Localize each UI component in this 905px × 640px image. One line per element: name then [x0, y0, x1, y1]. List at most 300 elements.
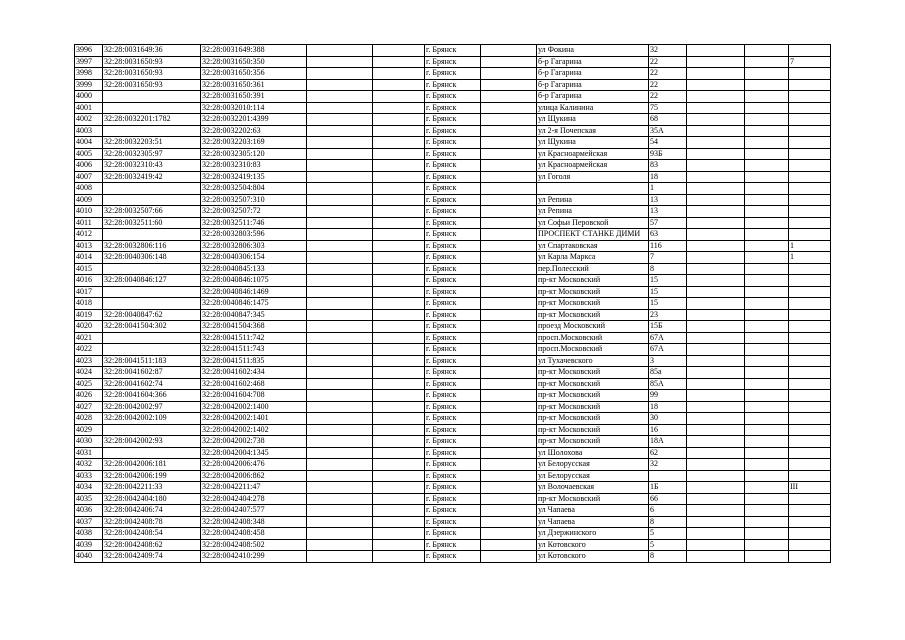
empty-cell-d — [745, 125, 789, 137]
empty-cell-b — [373, 275, 425, 287]
table-row — [75, 286, 831, 298]
empty-cell-b — [373, 309, 425, 321]
building-cadastral-number: 32:28:0041511:743 — [201, 344, 307, 356]
row-number: 4032 — [75, 459, 103, 471]
empty-cell-d — [745, 321, 789, 333]
empty-cell-b — [373, 206, 425, 218]
parcel-cadastral-number — [103, 447, 201, 459]
empty-cell-d — [745, 493, 789, 505]
building-cadastral-number: 32:28:0032010:114 — [201, 102, 307, 114]
empty-cell-spacer — [481, 275, 537, 287]
empty-cell-spacer — [481, 171, 537, 183]
empty-cell-c — [687, 390, 745, 402]
row-number: 4025 — [75, 378, 103, 390]
empty-cell-a — [307, 516, 373, 528]
city-cell: г. Брянск — [425, 493, 481, 505]
empty-cell-spacer — [481, 367, 537, 379]
empty-cell-d — [745, 378, 789, 390]
parcel-cadastral-number: 32:28:0042002:97 — [103, 401, 201, 413]
empty-cell-spacer — [481, 344, 537, 356]
empty-cell-c — [687, 137, 745, 149]
empty-cell-c — [687, 401, 745, 413]
parcel-cadastral-number: 32:28:0042211:33 — [103, 482, 201, 494]
table-row — [75, 263, 831, 275]
row-number: 4022 — [75, 344, 103, 356]
empty-cell-spacer — [481, 68, 537, 80]
parcel-cadastral-number: 32:28:0042002:109 — [103, 413, 201, 425]
empty-cell-b — [373, 355, 425, 367]
empty-cell-spacer — [481, 240, 537, 252]
city-cell: г. Брянск — [425, 217, 481, 229]
table-row — [75, 309, 831, 321]
address-registry-table — [74, 44, 831, 563]
extra-cell — [789, 332, 831, 344]
building-cadastral-number: 32:28:0032202:63 — [201, 125, 307, 137]
empty-cell-spacer — [481, 137, 537, 149]
parcel-cadastral-number: 32:28:0040846:127 — [103, 275, 201, 287]
empty-cell-c — [687, 102, 745, 114]
building-cadastral-number: 32:28:0042006:862 — [201, 470, 307, 482]
empty-cell-c — [687, 171, 745, 183]
table-row — [75, 505, 831, 517]
empty-cell-a — [307, 367, 373, 379]
row-number: 4034 — [75, 482, 103, 494]
extra-cell — [789, 516, 831, 528]
building-cadastral-number: 32:28:0042408:348 — [201, 516, 307, 528]
table-row — [75, 447, 831, 459]
empty-cell-b — [373, 470, 425, 482]
empty-cell-b — [373, 286, 425, 298]
parcel-cadastral-number: 32:28:0032419:42 — [103, 171, 201, 183]
house-number-cell: 13 — [649, 194, 687, 206]
empty-cell-d — [745, 355, 789, 367]
empty-cell-b — [373, 68, 425, 80]
street-cell: ул Щукина — [537, 137, 649, 149]
street-cell: ул Шолохова — [537, 447, 649, 459]
extra-cell — [789, 378, 831, 390]
parcel-cadastral-number: 32:28:0032310:43 — [103, 160, 201, 172]
table-row — [75, 68, 831, 80]
parcel-cadastral-number — [103, 125, 201, 137]
parcel-cadastral-number: 32:28:0040306:148 — [103, 252, 201, 264]
empty-cell-c — [687, 424, 745, 436]
building-cadastral-number: 32:28:0032504:804 — [201, 183, 307, 195]
empty-cell-spacer — [481, 332, 537, 344]
table-row — [75, 482, 831, 494]
empty-cell-a — [307, 344, 373, 356]
row-number: 4038 — [75, 528, 103, 540]
empty-cell-d — [745, 45, 789, 57]
house-number-cell: 83 — [649, 160, 687, 172]
building-cadastral-number: 32:28:0031650:350 — [201, 56, 307, 68]
table-row — [75, 252, 831, 264]
empty-cell-c — [687, 378, 745, 390]
empty-cell-a — [307, 551, 373, 563]
empty-cell-b — [373, 160, 425, 172]
empty-cell-d — [745, 148, 789, 160]
street-cell: ул Репина — [537, 206, 649, 218]
street-cell: б-р Гагарина — [537, 68, 649, 80]
empty-cell-spacer — [481, 286, 537, 298]
row-number: 4027 — [75, 401, 103, 413]
extra-cell — [789, 401, 831, 413]
house-number-cell: 93Б — [649, 148, 687, 160]
extra-cell — [789, 125, 831, 137]
building-cadastral-number: 32:28:0042002:1402 — [201, 424, 307, 436]
row-number: 4013 — [75, 240, 103, 252]
empty-cell-c — [687, 286, 745, 298]
row-number: 4037 — [75, 516, 103, 528]
city-cell: г. Брянск — [425, 459, 481, 471]
empty-cell-b — [373, 390, 425, 402]
row-number: 4015 — [75, 263, 103, 275]
empty-cell-a — [307, 505, 373, 517]
row-number: 4001 — [75, 102, 103, 114]
building-cadastral-number: 32:28:0032201:4399 — [201, 114, 307, 126]
empty-cell-b — [373, 102, 425, 114]
empty-cell-a — [307, 125, 373, 137]
empty-cell-c — [687, 125, 745, 137]
parcel-cadastral-number: 32:28:0031650:93 — [103, 68, 201, 80]
parcel-cadastral-number — [103, 91, 201, 103]
empty-cell-d — [745, 286, 789, 298]
table-row — [75, 516, 831, 528]
street-cell: ул Карла Маркса — [537, 252, 649, 264]
building-cadastral-number: 32:28:0042404:278 — [201, 493, 307, 505]
city-cell: г. Брянск — [425, 528, 481, 540]
house-number-cell: 8 — [649, 516, 687, 528]
empty-cell-b — [373, 171, 425, 183]
empty-cell-spacer — [481, 470, 537, 482]
parcel-cadastral-number: 32:28:0041604:366 — [103, 390, 201, 402]
extra-cell — [789, 505, 831, 517]
city-cell: г. Брянск — [425, 125, 481, 137]
house-number-cell: 22 — [649, 56, 687, 68]
house-number-cell: 3 — [649, 355, 687, 367]
parcel-cadastral-number: 32:28:0042409:74 — [103, 551, 201, 563]
parcel-cadastral-number: 32:28:0042406:74 — [103, 505, 201, 517]
parcel-cadastral-number: 32:28:0031649:36 — [103, 45, 201, 57]
house-number-cell: 67А — [649, 332, 687, 344]
street-cell: пр-кт Московский — [537, 390, 649, 402]
empty-cell-c — [687, 194, 745, 206]
table-row — [75, 424, 831, 436]
table-row — [75, 183, 831, 195]
empty-cell-d — [745, 275, 789, 287]
house-number-cell: 75 — [649, 102, 687, 114]
house-number-cell: 18 — [649, 401, 687, 413]
empty-cell-d — [745, 217, 789, 229]
empty-cell-a — [307, 424, 373, 436]
empty-cell-a — [307, 436, 373, 448]
empty-cell-d — [745, 470, 789, 482]
street-cell: пр-кт Московский — [537, 378, 649, 390]
empty-cell-b — [373, 401, 425, 413]
building-cadastral-number: 32:28:0032507:310 — [201, 194, 307, 206]
building-cadastral-number: 32:28:0032310:83 — [201, 160, 307, 172]
street-cell: ул Красноармейская — [537, 160, 649, 172]
empty-cell-spacer — [481, 309, 537, 321]
table-row — [75, 206, 831, 218]
extra-cell — [789, 286, 831, 298]
empty-cell-b — [373, 56, 425, 68]
empty-cell-b — [373, 194, 425, 206]
extra-cell — [789, 45, 831, 57]
empty-cell-d — [745, 56, 789, 68]
row-number: 3996 — [75, 45, 103, 57]
empty-cell-b — [373, 79, 425, 91]
street-cell: просп.Московский — [537, 332, 649, 344]
city-cell: г. Брянск — [425, 171, 481, 183]
row-number: 4010 — [75, 206, 103, 218]
parcel-cadastral-number: 32:28:0032203:51 — [103, 137, 201, 149]
table-row — [75, 390, 831, 402]
city-cell: г. Брянск — [425, 194, 481, 206]
empty-cell-c — [687, 470, 745, 482]
table-row — [75, 160, 831, 172]
empty-cell-c — [687, 309, 745, 321]
empty-cell-b — [373, 252, 425, 264]
empty-cell-a — [307, 459, 373, 471]
empty-cell-c — [687, 493, 745, 505]
row-number: 4026 — [75, 390, 103, 402]
empty-cell-a — [307, 401, 373, 413]
extra-cell: 1 — [789, 252, 831, 264]
parcel-cadastral-number: 32:28:0041511:183 — [103, 355, 201, 367]
row-number: 4016 — [75, 275, 103, 287]
parcel-cadastral-number: 32:28:0032806:116 — [103, 240, 201, 252]
empty-cell-b — [373, 344, 425, 356]
city-cell: г. Брянск — [425, 344, 481, 356]
table-row — [75, 275, 831, 287]
empty-cell-b — [373, 482, 425, 494]
city-cell: г. Брянск — [425, 286, 481, 298]
row-number: 4033 — [75, 470, 103, 482]
building-cadastral-number: 32:28:0032511:746 — [201, 217, 307, 229]
empty-cell-b — [373, 424, 425, 436]
empty-cell-spacer — [481, 413, 537, 425]
empty-cell-c — [687, 91, 745, 103]
row-number: 4024 — [75, 367, 103, 379]
house-number-cell: 85а — [649, 367, 687, 379]
table-row — [75, 229, 831, 241]
empty-cell-a — [307, 275, 373, 287]
empty-cell-spacer — [481, 447, 537, 459]
building-cadastral-number: 32:28:0040846:1469 — [201, 286, 307, 298]
parcel-cadastral-number — [103, 424, 201, 436]
city-cell: г. Брянск — [425, 539, 481, 551]
row-number: 4036 — [75, 505, 103, 517]
table-row — [75, 413, 831, 425]
house-number-cell: 1 — [649, 183, 687, 195]
row-number: 4008 — [75, 183, 103, 195]
street-cell: ул Спартаковская — [537, 240, 649, 252]
empty-cell-d — [745, 229, 789, 241]
empty-cell-c — [687, 206, 745, 218]
house-number-cell: 66 — [649, 493, 687, 505]
empty-cell-b — [373, 217, 425, 229]
empty-cell-a — [307, 68, 373, 80]
extra-cell — [789, 355, 831, 367]
row-number: 4028 — [75, 413, 103, 425]
row-number: 3997 — [75, 56, 103, 68]
parcel-cadastral-number: 32:28:0042408:54 — [103, 528, 201, 540]
empty-cell-d — [745, 263, 789, 275]
empty-cell-spacer — [481, 298, 537, 310]
empty-cell-c — [687, 114, 745, 126]
empty-cell-b — [373, 183, 425, 195]
building-cadastral-number: 32:28:0041511:742 — [201, 332, 307, 344]
empty-cell-b — [373, 229, 425, 241]
house-number-cell: 15 — [649, 275, 687, 287]
city-cell: г. Брянск — [425, 378, 481, 390]
empty-cell-b — [373, 91, 425, 103]
empty-cell-spacer — [481, 114, 537, 126]
empty-cell-b — [373, 528, 425, 540]
extra-cell — [789, 551, 831, 563]
street-cell: пр-кт Московский — [537, 286, 649, 298]
building-cadastral-number: 32:28:0032419:135 — [201, 171, 307, 183]
building-cadastral-number: 32:28:0042006:476 — [201, 459, 307, 471]
empty-cell-a — [307, 447, 373, 459]
empty-cell-spacer — [481, 160, 537, 172]
table-row — [75, 528, 831, 540]
empty-cell-spacer — [481, 551, 537, 563]
building-cadastral-number: 32:28:0031649:388 — [201, 45, 307, 57]
parcel-cadastral-number — [103, 263, 201, 275]
street-cell: пр-кт Московский — [537, 275, 649, 287]
building-cadastral-number: 32:28:0040846:1475 — [201, 298, 307, 310]
empty-cell-spacer — [481, 378, 537, 390]
empty-cell-d — [745, 160, 789, 172]
building-cadastral-number: 32:28:0040847:345 — [201, 309, 307, 321]
street-cell: ул Белорусская — [537, 459, 649, 471]
city-cell: г. Брянск — [425, 79, 481, 91]
empty-cell-b — [373, 263, 425, 275]
empty-cell-a — [307, 45, 373, 57]
empty-cell-c — [687, 551, 745, 563]
parcel-cadastral-number — [103, 344, 201, 356]
house-number-cell: 62 — [649, 447, 687, 459]
street-cell: пр-кт Московский — [537, 436, 649, 448]
empty-cell-spacer — [481, 229, 537, 241]
extra-cell: III — [789, 482, 831, 494]
empty-cell-c — [687, 183, 745, 195]
empty-cell-c — [687, 332, 745, 344]
empty-cell-spacer — [481, 505, 537, 517]
street-cell: проезд Московский — [537, 321, 649, 333]
table-row — [75, 91, 831, 103]
building-cadastral-number: 32:28:0041604:708 — [201, 390, 307, 402]
table-row — [75, 551, 831, 563]
empty-cell-b — [373, 436, 425, 448]
building-cadastral-number: 32:28:0042408:458 — [201, 528, 307, 540]
table-row — [75, 436, 831, 448]
parcel-cadastral-number: 32:28:0032201:1782 — [103, 114, 201, 126]
city-cell: г. Брянск — [425, 148, 481, 160]
extra-cell — [789, 424, 831, 436]
empty-cell-d — [745, 252, 789, 264]
house-number-cell: 15Б — [649, 321, 687, 333]
empty-cell-d — [745, 68, 789, 80]
empty-cell-c — [687, 539, 745, 551]
street-cell: пр-кт Московский — [537, 367, 649, 379]
extra-cell — [789, 194, 831, 206]
extra-cell — [789, 436, 831, 448]
house-number-cell: 5 — [649, 528, 687, 540]
table-row — [75, 194, 831, 206]
extra-cell — [789, 459, 831, 471]
parcel-cadastral-number — [103, 332, 201, 344]
city-cell: г. Брянск — [425, 160, 481, 172]
extra-cell — [789, 493, 831, 505]
street-cell: ул Щукина — [537, 114, 649, 126]
empty-cell-c — [687, 240, 745, 252]
empty-cell-a — [307, 194, 373, 206]
parcel-cadastral-number — [103, 286, 201, 298]
street-cell: ул Фокина — [537, 45, 649, 57]
table-row — [75, 217, 831, 229]
house-number-cell: 22 — [649, 91, 687, 103]
empty-cell-spacer — [481, 263, 537, 275]
city-cell: г. Брянск — [425, 183, 481, 195]
empty-cell-a — [307, 171, 373, 183]
building-cadastral-number: 32:28:0031650:356 — [201, 68, 307, 80]
extra-cell — [789, 79, 831, 91]
table-row — [75, 56, 831, 68]
house-number-cell: 32 — [649, 45, 687, 57]
parcel-cadastral-number: 32:28:0042408:78 — [103, 516, 201, 528]
city-cell: г. Брянск — [425, 240, 481, 252]
extra-cell — [789, 298, 831, 310]
building-cadastral-number: 32:28:0032507:72 — [201, 206, 307, 218]
empty-cell-a — [307, 332, 373, 344]
empty-cell-c — [687, 355, 745, 367]
empty-cell-d — [745, 91, 789, 103]
house-number-cell — [649, 470, 687, 482]
empty-cell-a — [307, 528, 373, 540]
empty-cell-c — [687, 217, 745, 229]
row-number: 4002 — [75, 114, 103, 126]
empty-cell-c — [687, 148, 745, 160]
house-number-cell: 67А — [649, 344, 687, 356]
street-cell: ул Гоголя — [537, 171, 649, 183]
empty-cell-b — [373, 516, 425, 528]
empty-cell-c — [687, 367, 745, 379]
row-number: 4009 — [75, 194, 103, 206]
street-cell: пр-кт Московский — [537, 298, 649, 310]
row-number: 4011 — [75, 217, 103, 229]
row-number: 4003 — [75, 125, 103, 137]
empty-cell-a — [307, 355, 373, 367]
parcel-cadastral-number — [103, 102, 201, 114]
empty-cell-a — [307, 263, 373, 275]
extra-cell — [789, 447, 831, 459]
empty-cell-a — [307, 217, 373, 229]
street-cell: пр-кт Московский — [537, 424, 649, 436]
empty-cell-a — [307, 206, 373, 218]
city-cell: г. Брянск — [425, 275, 481, 287]
house-number-cell: 18А — [649, 436, 687, 448]
empty-cell-a — [307, 229, 373, 241]
empty-cell-c — [687, 505, 745, 517]
building-cadastral-number: 32:28:0042408:502 — [201, 539, 307, 551]
empty-cell-b — [373, 447, 425, 459]
table-row — [75, 378, 831, 390]
empty-cell-spacer — [481, 56, 537, 68]
city-cell: г. Брянск — [425, 355, 481, 367]
empty-cell-a — [307, 539, 373, 551]
